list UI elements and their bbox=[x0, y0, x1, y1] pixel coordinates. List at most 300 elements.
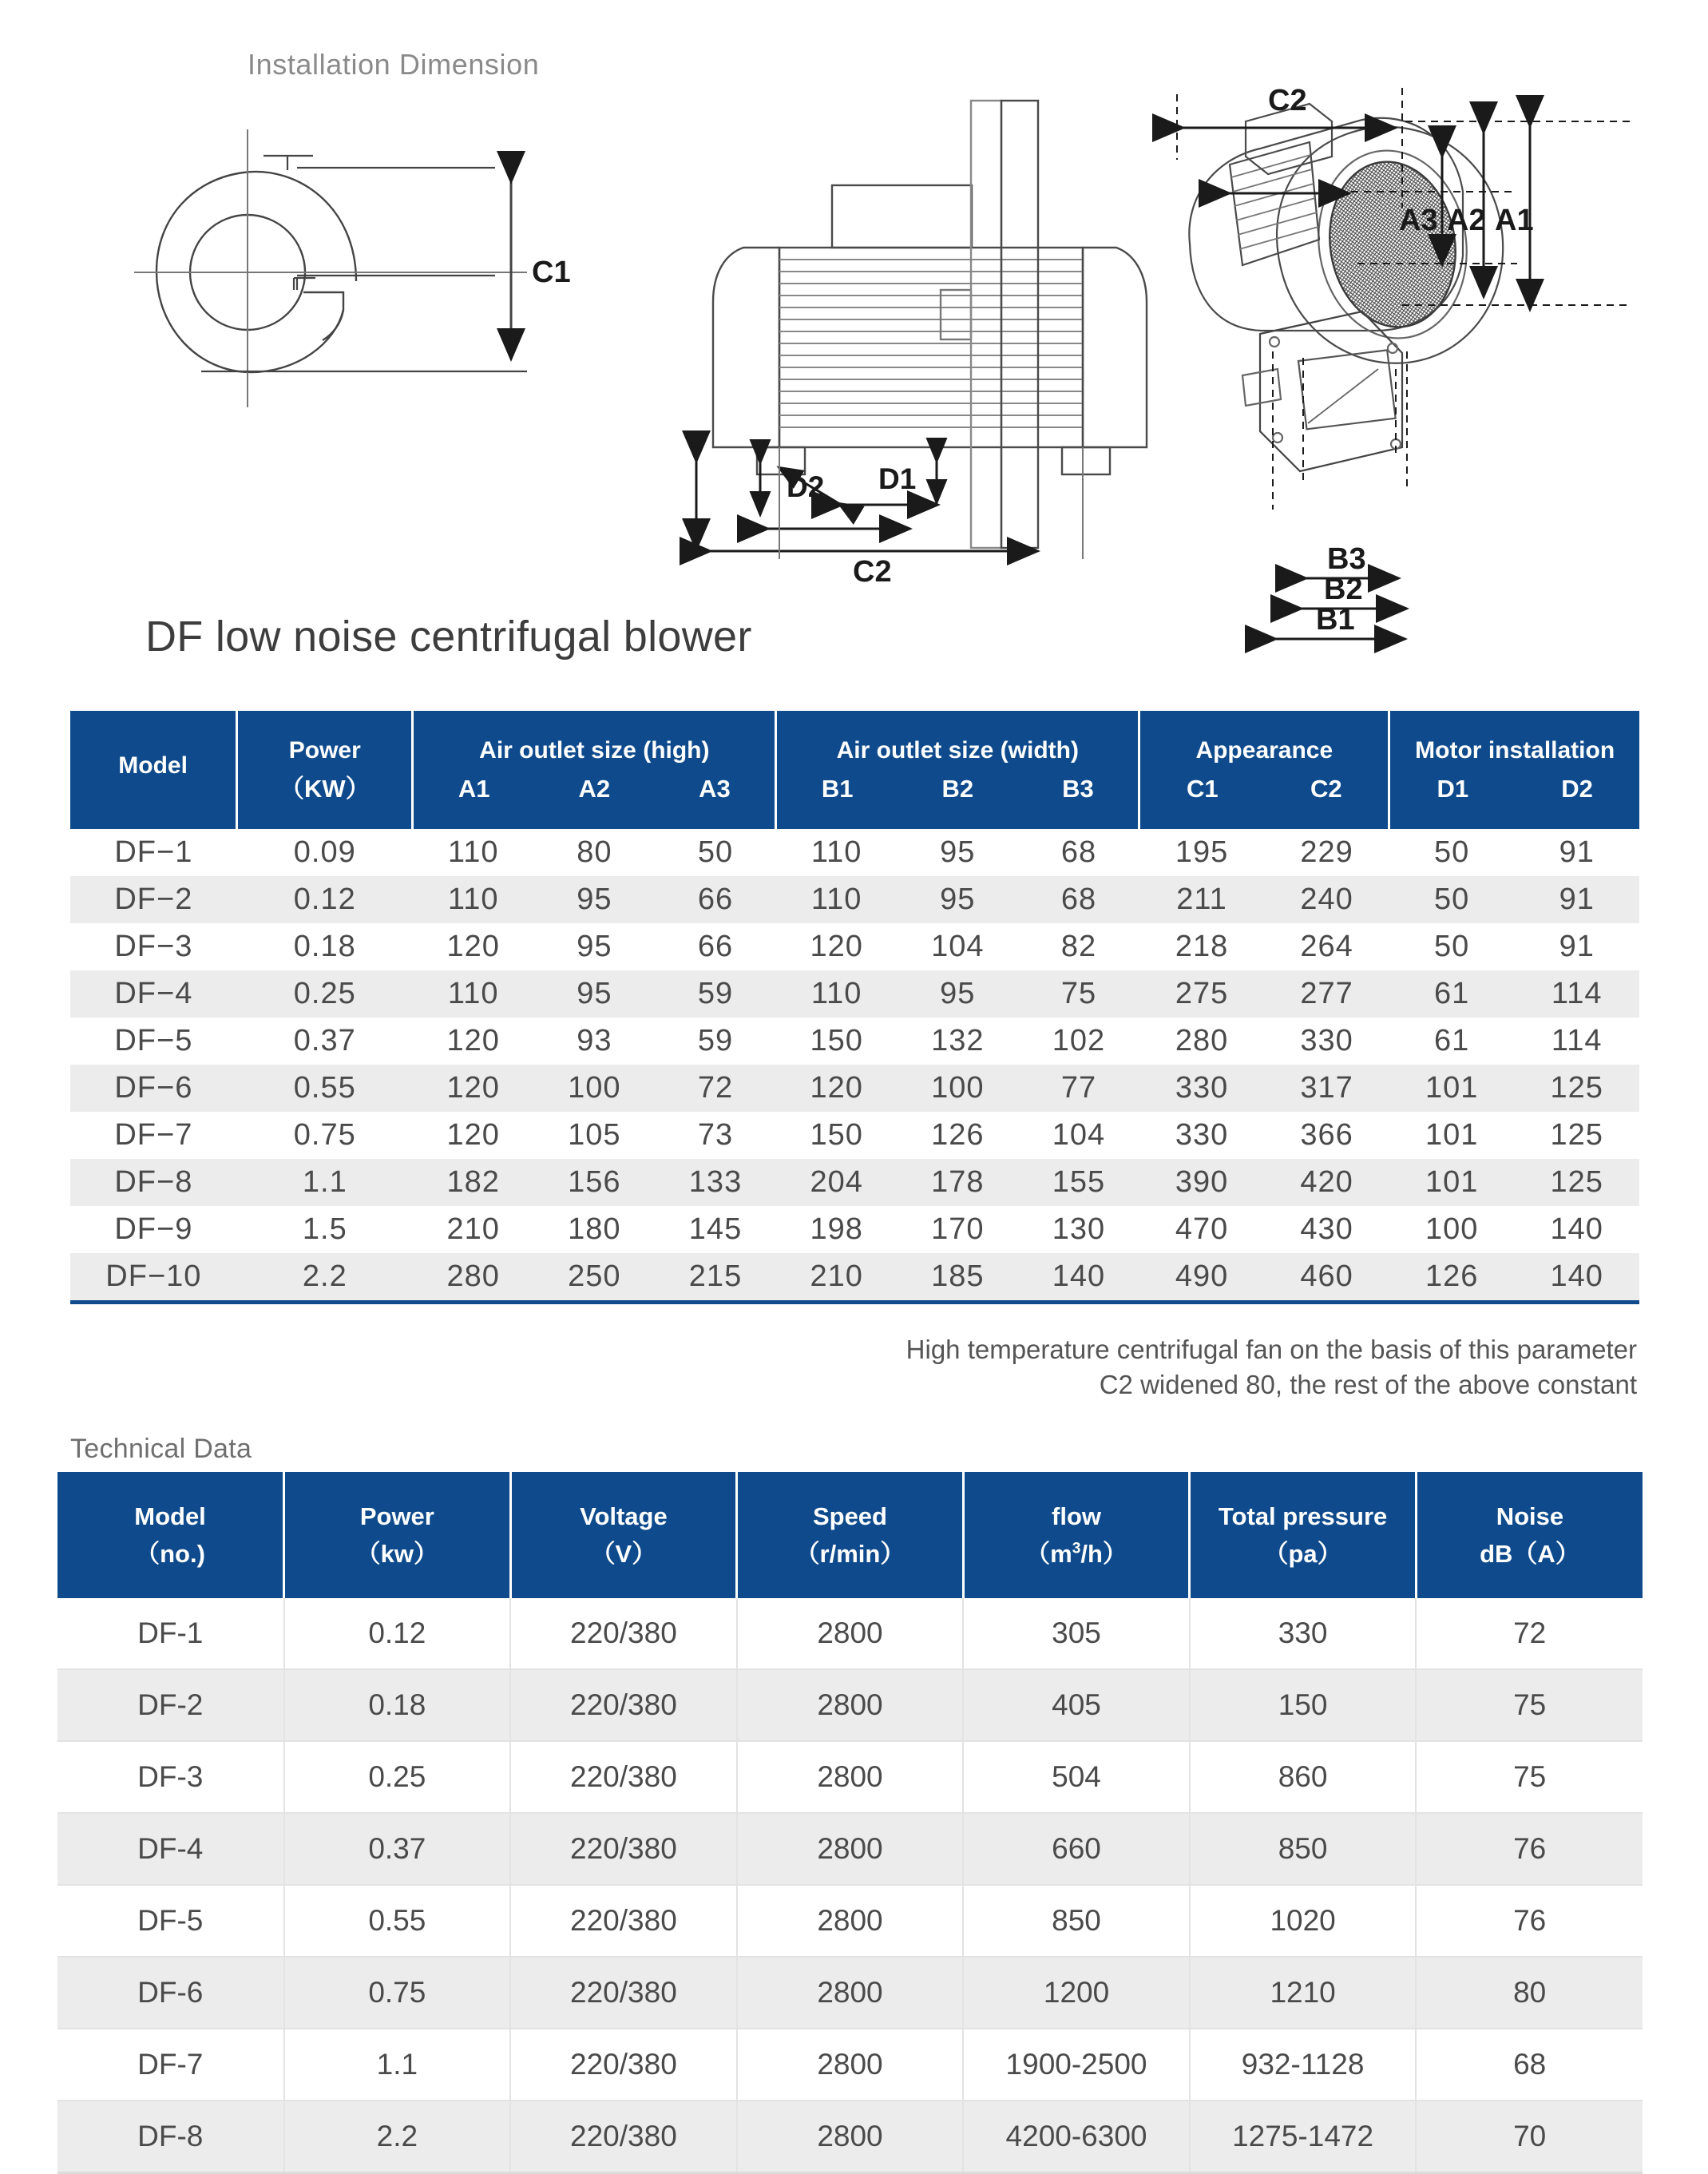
cell-value: 120 bbox=[446, 1118, 500, 1152]
cell-value: 660 bbox=[963, 1813, 1190, 1885]
cell-value: 218 bbox=[1175, 930, 1229, 963]
cell-value: 2800 bbox=[737, 1741, 964, 1813]
header-sub-labels bbox=[414, 773, 775, 804]
cell-group bbox=[413, 1112, 776, 1159]
cell-value: 220/380 bbox=[510, 2029, 737, 2101]
cell-model: DF-3 bbox=[57, 1741, 284, 1813]
cell-value: 126 bbox=[1425, 1260, 1479, 1293]
cell-group bbox=[776, 1206, 1139, 1253]
cell-value: 100 bbox=[1425, 1212, 1479, 1246]
dimension-label-a2: A2 bbox=[1447, 204, 1486, 237]
table1-header-model bbox=[70, 711, 237, 829]
cell-value: 420 bbox=[1300, 1165, 1353, 1199]
cell-value: 1200 bbox=[963, 1957, 1190, 2029]
cell-value: 156 bbox=[568, 1165, 621, 1199]
table2-header-flow bbox=[963, 1472, 1190, 1598]
cell-value: 220/380 bbox=[510, 2101, 737, 2173]
cell-value: 100 bbox=[568, 1071, 621, 1105]
cell-power: 0.25 bbox=[237, 970, 413, 1018]
cell-power: 0.09 bbox=[237, 829, 413, 876]
cell-value: 150 bbox=[810, 1024, 863, 1057]
cell-value: 110 bbox=[810, 835, 862, 869]
header-sub-labels bbox=[777, 773, 1138, 804]
cell-group bbox=[413, 1253, 776, 1303]
cell-value: 70 bbox=[1416, 2101, 1643, 2173]
cell-group bbox=[1389, 923, 1639, 970]
cell-group bbox=[1389, 829, 1639, 876]
cell-value: 114 bbox=[1551, 977, 1603, 1010]
cell-power: 0.55 bbox=[237, 1065, 413, 1112]
cell-value: 145 bbox=[688, 1212, 743, 1246]
header-sub-labels bbox=[1140, 773, 1388, 804]
header-unit: （pa） bbox=[1263, 1539, 1342, 1568]
header-sub-label: B3 bbox=[1062, 775, 1094, 803]
dimension-label-d1: D1 bbox=[878, 462, 917, 495]
cell-group bbox=[1389, 1253, 1639, 1303]
header-title: Total pressure bbox=[1218, 1502, 1388, 1531]
header-group-title: Model bbox=[118, 752, 188, 780]
cell-value: 72 bbox=[1416, 1598, 1643, 1669]
cell-group bbox=[413, 923, 776, 970]
header-unit: （r/min） bbox=[795, 1539, 906, 1568]
cell-group bbox=[413, 970, 776, 1018]
header-sub-labels bbox=[1390, 773, 1639, 804]
table1-body bbox=[70, 829, 1639, 1303]
cell-group bbox=[1139, 970, 1389, 1018]
cell-value: 95 bbox=[577, 930, 612, 963]
cell-value: 185 bbox=[931, 1260, 985, 1293]
header-unit: （V） bbox=[590, 1539, 657, 1568]
cell-value: 133 bbox=[688, 1165, 743, 1199]
cell-value: 330 bbox=[1190, 1598, 1417, 1669]
dimension-label-c1: C1 bbox=[532, 256, 571, 289]
cell-group bbox=[776, 1253, 1139, 1303]
table-row bbox=[57, 1813, 1643, 1885]
cell-value: 850 bbox=[963, 1885, 1190, 1957]
cell-value: 860 bbox=[1190, 1741, 1417, 1813]
cell-value: 91 bbox=[1559, 835, 1595, 869]
cell-value: 73 bbox=[697, 1118, 734, 1152]
cell-group bbox=[1389, 1206, 1639, 1253]
cell-value: 110 bbox=[447, 835, 499, 869]
cell-value: 95 bbox=[577, 977, 612, 1010]
dimension-label-d2: D2 bbox=[787, 470, 825, 503]
dimension-label-b3: B3 bbox=[1327, 542, 1366, 576]
cell-value: 182 bbox=[446, 1165, 500, 1199]
cell-group bbox=[1139, 1206, 1389, 1253]
cell-value: 61 bbox=[1434, 1024, 1470, 1057]
cell-value: 305 bbox=[963, 1598, 1190, 1669]
header-sub-label: A2 bbox=[578, 775, 611, 803]
cell-value: 2800 bbox=[737, 1669, 964, 1741]
cell-value: 2.2 bbox=[284, 2101, 511, 2173]
cell-value: 110 bbox=[810, 977, 862, 1010]
cell-value: 155 bbox=[1052, 1165, 1106, 1199]
cell-value: 195 bbox=[1175, 835, 1229, 869]
cell-value: 80 bbox=[1416, 1957, 1643, 2029]
header-unit: （no.) bbox=[135, 1539, 205, 1568]
header-group-title: Motor installation bbox=[1415, 736, 1615, 764]
cell-value: 101 bbox=[1425, 1071, 1479, 1105]
cell-model: DF−6 bbox=[70, 1065, 237, 1112]
table1-head bbox=[70, 711, 1639, 829]
table2-header-row bbox=[57, 1472, 1643, 1598]
cell-value: 72 bbox=[697, 1071, 734, 1105]
table2-header-power bbox=[284, 1472, 511, 1598]
cell-power: 2.2 bbox=[237, 1253, 413, 1303]
cell-value: 114 bbox=[1551, 1024, 1603, 1057]
cell-value: 1.1 bbox=[284, 2029, 511, 2101]
cell-value: 330 bbox=[1175, 1118, 1229, 1152]
cell-group bbox=[776, 1112, 1139, 1159]
cell-value: 280 bbox=[446, 1260, 500, 1293]
cell-group bbox=[413, 1206, 776, 1253]
table-row bbox=[70, 1253, 1639, 1303]
cell-value: 68 bbox=[1416, 2029, 1643, 2101]
cell-value: 66 bbox=[697, 883, 734, 916]
cell-group bbox=[1139, 829, 1389, 876]
cell-group bbox=[413, 876, 776, 923]
cell-value: 80 bbox=[577, 835, 612, 869]
cell-value: 430 bbox=[1300, 1212, 1353, 1246]
note-line-2: C2 widened 80, the rest of the above constant bbox=[1099, 1369, 1637, 1399]
cell-group bbox=[1139, 1112, 1389, 1159]
cell-value: 76 bbox=[1416, 1813, 1643, 1885]
dimension-c1 bbox=[201, 156, 527, 371]
header-sub-labels bbox=[238, 773, 411, 804]
cell-power: 0.12 bbox=[237, 876, 413, 923]
cell-group bbox=[413, 1159, 776, 1206]
cell-model: DF−10 bbox=[70, 1253, 237, 1303]
cell-value: 120 bbox=[810, 930, 863, 963]
table2-header-voltage bbox=[510, 1472, 737, 1598]
table-row bbox=[57, 1957, 1643, 2029]
cell-value: 250 bbox=[568, 1260, 621, 1293]
cell-value: 2800 bbox=[737, 1598, 964, 1669]
cell-value: 95 bbox=[940, 883, 976, 916]
table-row bbox=[57, 1885, 1643, 1957]
cell-value: 120 bbox=[810, 1071, 863, 1105]
cell-value: 66 bbox=[697, 930, 734, 963]
table1-header-power bbox=[237, 711, 413, 829]
cell-value: 178 bbox=[931, 1165, 985, 1199]
table-row bbox=[57, 1598, 1643, 1669]
cell-value: 82 bbox=[1060, 930, 1097, 963]
header-sub-label: B1 bbox=[821, 775, 854, 803]
header-sub-label: D1 bbox=[1437, 775, 1469, 803]
table2-header-total-pressure bbox=[1190, 1472, 1417, 1598]
cell-model: DF−2 bbox=[70, 876, 237, 923]
table-row bbox=[70, 923, 1639, 970]
technical-data-table-wrap bbox=[57, 1472, 1643, 2174]
header-title: Noise bbox=[1496, 1502, 1564, 1531]
header-unit: dB（A） bbox=[1480, 1539, 1580, 1568]
cell-group bbox=[413, 1065, 776, 1112]
table1-header-air-outlet-size-width bbox=[776, 711, 1139, 829]
high-temperature-note bbox=[759, 1332, 1637, 1402]
header-title: Model bbox=[134, 1502, 206, 1531]
cell-value: 277 bbox=[1300, 977, 1353, 1010]
cell-value: 0.55 bbox=[284, 1885, 511, 1957]
cell-value: 75 bbox=[1416, 1741, 1643, 1813]
table1-header-motor-installation bbox=[1389, 711, 1639, 829]
table-row bbox=[70, 829, 1639, 876]
cell-value: 68 bbox=[1060, 835, 1097, 869]
header-sub-label: C1 bbox=[1186, 775, 1219, 803]
volute-front-view bbox=[134, 129, 527, 407]
cell-value: 91 bbox=[1559, 883, 1595, 916]
cell-model: DF−5 bbox=[70, 1018, 237, 1065]
cell-value: 101 bbox=[1425, 1165, 1479, 1199]
table1-header-air-outlet-size-high bbox=[413, 711, 776, 829]
header-title: Voltage bbox=[580, 1502, 668, 1531]
cell-value: 220/380 bbox=[510, 1669, 737, 1741]
technical-data-table bbox=[57, 1472, 1643, 2174]
cell-value: 125 bbox=[1550, 1165, 1603, 1199]
cell-value: 0.18 bbox=[284, 1669, 511, 1741]
cell-model: DF−9 bbox=[70, 1206, 237, 1253]
cell-value: 264 bbox=[1300, 930, 1353, 963]
cell-value: 76 bbox=[1416, 1885, 1643, 1957]
cell-value: 120 bbox=[446, 1024, 500, 1057]
cell-value: 390 bbox=[1175, 1165, 1229, 1199]
cell-value: 1210 bbox=[1190, 1957, 1417, 2029]
cell-value: 170 bbox=[931, 1212, 985, 1246]
cell-value: 110 bbox=[447, 977, 499, 1010]
dimension-label-a3: A3 bbox=[1399, 204, 1438, 237]
cell-model: DF-5 bbox=[57, 1885, 284, 1957]
cell-value: 504 bbox=[963, 1741, 1190, 1813]
cell-group bbox=[413, 829, 776, 876]
cell-model: DF-2 bbox=[57, 1669, 284, 1741]
cell-value: 275 bbox=[1175, 977, 1229, 1010]
cell-group bbox=[776, 970, 1139, 1018]
cell-group bbox=[776, 1159, 1139, 1206]
note-line-1: High temperature centrifugal fan on the basis of this parameter bbox=[906, 1335, 1637, 1364]
table-row bbox=[57, 2101, 1643, 2173]
cell-value: 198 bbox=[810, 1212, 863, 1246]
header-unit: $(m^3/h)$ bbox=[1025, 1539, 1127, 1568]
cell-model: DF-8 bbox=[57, 2101, 284, 2173]
header-sub-label: A3 bbox=[699, 775, 731, 803]
cell-power: 1.5 bbox=[237, 1206, 413, 1253]
table2-head bbox=[57, 1472, 1643, 1598]
cell-model: DF-4 bbox=[57, 1813, 284, 1885]
cell-value: 104 bbox=[1052, 1118, 1106, 1152]
cell-model: DF-1 bbox=[57, 1598, 284, 1669]
cell-value: 2800 bbox=[737, 1885, 964, 1957]
table2-header-model bbox=[57, 1472, 284, 1598]
cell-model: DF−1 bbox=[70, 829, 237, 876]
cell-value: 0.12 bbox=[284, 1598, 511, 1669]
dimension-label-b2: B2 bbox=[1324, 573, 1363, 606]
cell-value: 0.75 bbox=[284, 1957, 511, 2029]
cell-value: 125 bbox=[1550, 1071, 1603, 1105]
cell-value: 140 bbox=[1550, 1212, 1603, 1246]
cell-model: DF−4 bbox=[70, 970, 237, 1018]
installation-dimension-table-wrap bbox=[70, 711, 1639, 1304]
table-row bbox=[57, 1669, 1643, 1741]
table2-header-noise bbox=[1416, 1472, 1643, 1598]
header-group-title: Air outlet size (high) bbox=[479, 736, 710, 764]
cell-group bbox=[1389, 1159, 1639, 1206]
cell-group bbox=[1389, 876, 1639, 923]
cell-value: 330 bbox=[1300, 1024, 1353, 1057]
cell-value: 240 bbox=[1300, 883, 1353, 916]
cell-value: 50 bbox=[1434, 883, 1470, 916]
cell-value: 2800 bbox=[737, 2101, 964, 2173]
dimension-label-c2-front: C2 bbox=[1268, 84, 1307, 117]
cell-value: 105 bbox=[568, 1118, 621, 1152]
cell-value: 130 bbox=[1052, 1212, 1106, 1246]
cell-value: 104 bbox=[931, 930, 985, 963]
cell-value: 50 bbox=[697, 835, 734, 869]
cell-value: 93 bbox=[577, 1024, 612, 1057]
table1-header-row bbox=[70, 711, 1639, 829]
cell-value: 150 bbox=[1190, 1669, 1417, 1741]
cell-value: 75 bbox=[1416, 1669, 1643, 1741]
cell-value: 330 bbox=[1175, 1071, 1229, 1105]
cell-value: 95 bbox=[577, 883, 612, 916]
cell-group bbox=[1389, 1065, 1639, 1112]
header-sub-label: C2 bbox=[1310, 775, 1342, 803]
header-group-title: Power bbox=[288, 736, 361, 764]
cell-value: 229 bbox=[1300, 835, 1353, 869]
cell-value: 2800 bbox=[737, 1957, 964, 2029]
cell-value: 2800 bbox=[737, 2029, 964, 2101]
cell-model: DF-7 bbox=[57, 2029, 284, 2101]
cell-value: 68 bbox=[1060, 883, 1097, 916]
table-row bbox=[70, 876, 1639, 923]
cell-value: 50 bbox=[1434, 930, 1470, 963]
cell-group bbox=[1139, 1065, 1389, 1112]
cell-value: 405 bbox=[963, 1669, 1190, 1741]
page-title: DF low noise centrifugal blower bbox=[145, 613, 752, 661]
cell-value: 204 bbox=[810, 1165, 863, 1199]
cell-value: 850 bbox=[1190, 1813, 1417, 1885]
cell-value: 125 bbox=[1550, 1118, 1603, 1152]
technical-data-heading: Technical Data bbox=[70, 1434, 252, 1464]
cell-power: 1.1 bbox=[237, 1159, 413, 1206]
cell-value: 120 bbox=[446, 1071, 500, 1105]
diagram-section bbox=[0, 0, 1708, 671]
header-title: Speed bbox=[812, 1502, 887, 1531]
cell-value: 210 bbox=[446, 1212, 500, 1246]
cell-value: 59 bbox=[697, 977, 734, 1010]
cell-value: 132 bbox=[931, 1024, 985, 1057]
cell-value: 59 bbox=[697, 1024, 734, 1057]
cell-model: DF−7 bbox=[70, 1112, 237, 1159]
cell-model: DF-6 bbox=[57, 1957, 284, 2029]
cell-value: 366 bbox=[1300, 1118, 1353, 1152]
cell-value: 220/380 bbox=[510, 1741, 737, 1813]
header-title: Power bbox=[359, 1502, 434, 1531]
installation-dimension-heading: Installation Dimension bbox=[248, 48, 540, 81]
cell-group bbox=[1389, 970, 1639, 1018]
table-row bbox=[70, 970, 1639, 1018]
installation-dimension-table bbox=[70, 711, 1639, 1304]
cell-group bbox=[413, 1018, 776, 1065]
cell-value: 75 bbox=[1060, 977, 1097, 1010]
cell-value: 0.25 bbox=[284, 1741, 511, 1813]
header-group-title: Air outlet size (width) bbox=[836, 736, 1079, 764]
header-sub-label: A1 bbox=[458, 775, 490, 803]
blower-isometric-view bbox=[1189, 104, 1503, 471]
cell-value: 140 bbox=[1052, 1260, 1106, 1293]
cell-value: 220/380 bbox=[510, 1957, 737, 2029]
cell-value: 211 bbox=[1176, 883, 1227, 916]
header-sub-label: （KW） bbox=[279, 775, 371, 803]
technical-drawings bbox=[0, 0, 1708, 671]
cell-group bbox=[1139, 1253, 1389, 1303]
cell-group bbox=[1389, 1112, 1639, 1159]
cell-value: 180 bbox=[568, 1212, 621, 1246]
header-group-title: Appearance bbox=[1195, 736, 1334, 764]
dimension-label-b1: B1 bbox=[1316, 603, 1355, 637]
cell-value: 220/380 bbox=[510, 1885, 737, 1957]
table-row bbox=[70, 1065, 1639, 1112]
cell-value: 50 bbox=[1434, 835, 1470, 869]
cell-group bbox=[776, 829, 1139, 876]
cell-group bbox=[1139, 876, 1389, 923]
cell-value: 140 bbox=[1550, 1260, 1603, 1293]
table-row bbox=[70, 1159, 1639, 1206]
cell-value: 220/380 bbox=[510, 1813, 737, 1885]
table2-body bbox=[57, 1598, 1643, 2173]
cell-value: 95 bbox=[940, 977, 976, 1010]
table1-header-appearance bbox=[1139, 711, 1389, 829]
cell-group bbox=[1139, 1159, 1389, 1206]
cell-value: 77 bbox=[1060, 1071, 1097, 1105]
motor-side-view bbox=[713, 101, 1147, 548]
cell-group bbox=[776, 1018, 1139, 1065]
cell-value: 280 bbox=[1175, 1024, 1229, 1057]
cell-group bbox=[1389, 1018, 1639, 1065]
cell-value: 317 bbox=[1300, 1071, 1353, 1105]
cell-value: 102 bbox=[1052, 1024, 1106, 1057]
cell-value: 932-1128 bbox=[1190, 2029, 1417, 2101]
cell-value: 150 bbox=[810, 1118, 863, 1152]
table-row bbox=[70, 1206, 1639, 1253]
cell-group bbox=[776, 923, 1139, 970]
cell-value: 95 bbox=[940, 835, 976, 869]
table-row bbox=[70, 1018, 1639, 1065]
dimension-label-a1: A1 bbox=[1495, 204, 1534, 237]
table-row bbox=[57, 2029, 1643, 2101]
cell-value: 2800 bbox=[737, 1813, 964, 1885]
cell-value: 126 bbox=[931, 1118, 985, 1152]
cell-value: 1275-1472 bbox=[1190, 2101, 1417, 2173]
cell-value: 110 bbox=[447, 883, 499, 916]
cell-value: 4200-6300 bbox=[963, 2101, 1190, 2173]
cell-value: 210 bbox=[810, 1260, 863, 1293]
cell-value: 61 bbox=[1434, 977, 1470, 1010]
cell-group bbox=[1139, 1018, 1389, 1065]
cell-group bbox=[776, 1065, 1139, 1112]
dimension-label-c2-side: C2 bbox=[853, 555, 892, 589]
cell-power: 0.37 bbox=[237, 1018, 413, 1065]
cell-value: 460 bbox=[1300, 1260, 1353, 1293]
cell-model: DF−3 bbox=[70, 923, 237, 970]
cell-value: 1020 bbox=[1190, 1885, 1417, 1957]
cell-model: DF−8 bbox=[70, 1159, 237, 1206]
cell-group bbox=[776, 876, 1139, 923]
cell-value: 215 bbox=[688, 1260, 743, 1293]
header-sub-label: D2 bbox=[1561, 775, 1593, 803]
cell-value: 120 bbox=[446, 930, 500, 963]
table-row bbox=[70, 1112, 1639, 1159]
cell-value: 91 bbox=[1559, 930, 1595, 963]
